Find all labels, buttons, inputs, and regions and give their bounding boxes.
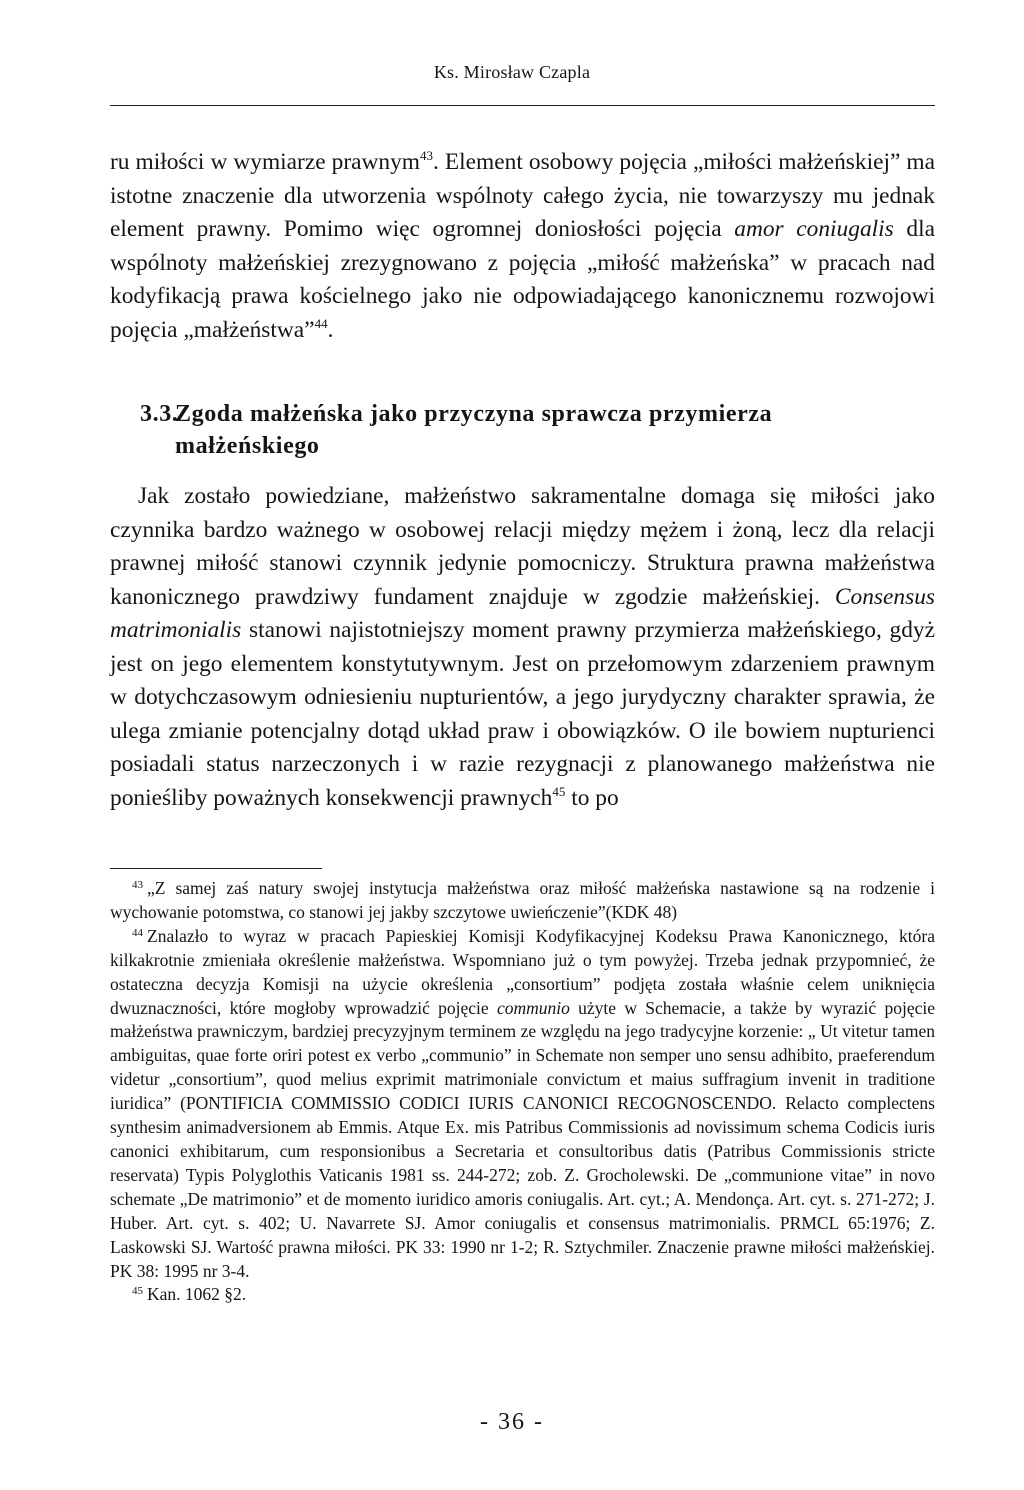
footnote-44-text-a: Znalazło to wyraz w pracach Papieskiej Komisji Kodyfikacyjnej Kodeksu Prawa Kanonicznego, która kilkakrotnie zmieniała określenie małżeństwa. Wspomniano już o tym powyżej. Trzeba jednak przypomnieć, że ostateczna decyzja Komisji na użycie określenia „consortium” podjęta została właśnie celem uniknięcia dwuznaczności, które mogłoby wprowadzić pojęcie <box>110 925 935 1018</box>
footnote-43-text: „Z samej zaś natury swojej instytucja małżeństwa oraz miłość małżeńska nastawione są na rodzenie i wychowanie potomstwa, co stanowi jej jakby szczytowe uwieńczenie”(KDK 48) <box>110 878 935 922</box>
footnote-ref-44[interactable]: 44 <box>314 315 328 331</box>
section-heading <box>140 398 895 462</box>
footnote-45-text: Kan. 1062 §2. <box>147 1284 247 1305</box>
paragraph-1-text-b: . Element osobowy pojęcia „miłości małżeńskiej” ma istotne znaczenie dla utworzenia wspólnoty całego życia, nie towarzyszy mu jednak element prawny. Pomimo więc ogromnej doniosłości pojęcia <box>110 149 935 242</box>
paragraph-2 <box>110 480 935 815</box>
footnote-marker-44: 44 <box>132 926 143 939</box>
running-head: Ks. Mirosław Czapla <box>433 62 591 82</box>
footnote-44 <box>110 925 935 1284</box>
section-title: Zgoda małżeńska jako przyczyna sprawcza przymierza małżeńskiego <box>175 401 773 459</box>
footnote-marker-45: 45 <box>132 1285 143 1298</box>
paragraph-1-text-a: ru miłości w wymiarze prawnym <box>110 149 420 175</box>
paragraph-2-text-c: to po <box>565 784 619 811</box>
paragraph-1 <box>110 146 935 347</box>
term-consensus-matrimonialis: Consensus matrimonialis <box>110 583 935 643</box>
term-communio: communio <box>496 997 570 1018</box>
paragraph-1-text-d: . <box>327 316 334 343</box>
footnote-ref-45[interactable]: 45 <box>552 783 566 799</box>
section-number: 3.3. <box>140 401 179 427</box>
term-amor-coniugalis: amor coniugalis <box>734 216 894 242</box>
footnote-44-text-b: użyte w Schemacie, a także by wyrazić pojęcie małżeństwa prawniczym, bardziej precyzyjnym terminem ze względu na jego tradycyjne korzenie: „ Ut vitetur tamen ambiguitas, quae forte oriri potest ex verbo „communio” in Schemate non semper uno sensu adhibito, praeferendum videtur „consortium”, quod melius exprimit matrimoniale convictum et maius suffragium invenit in traditione iuridica” (PONTIFICIA COMMISSIO CODICI IURIS CANONICI RECOGNOSCENDO. Relacto complectens synthesim animadversionem ab Emmis. Atque Ex. mis Patribus Commissionis ad novissimum schema Codicis iuris canonici exhibitarum, cum responsionibus a Secretaria et consultoribus datis (Patribus Commissionis stricte reservata) Typis Polyglothis Vaticanis 1981 ss. 244-272; zob. Z. Grocholewski. De „communione vitae” in novo schemate „De matrimonio” et de momento iuridico amoris coniugalis. Art. cyt.; A. Mendonça. Art. cyt. s. 271-272; J. Huber. Art. cyt. s. 402; U. Navarrete SJ. Amor coniugalis et consensus matrimonialis. PRMCL 65:1976; Z. Laskowski SJ. Wartość prawna miłości. PK 33: 1990 nr 1-2; R. Sztychmiler. Znaczenie prawne miłości małżeńskiej. PK 38: 1995 nr 3-4. <box>110 997 936 1281</box>
footnote-43 <box>110 877 935 925</box>
paragraph-2-text-b: stanowi najistotniejszy moment prawny przymierza małżeńskiego, gdyż jest on jego elementem konstytutywnym. Jest on przełomowym zdarzeniem prawnym w dotychczasowym odniesieniu nupturientów, a jego jurydyczny charakter sprawia, że ulega zmianie potencjalny dotąd układ praw i obowiązków. O ile bowiem nupturienci posiadali status narzeczonych i w razie rezygnacji z planowanego małżeństwa nie ponieśliby poważnych konsekwencji prawnych <box>110 617 935 811</box>
footnote-marker-43: 43 <box>132 879 143 891</box>
footnote-rule <box>110 868 322 869</box>
footnotes <box>110 877 935 1307</box>
footnote-ref-43[interactable]: 43 <box>420 148 433 163</box>
header-rule <box>110 105 935 106</box>
page-number: - 36 - <box>480 1409 544 1435</box>
footnote-45 <box>110 1283 935 1307</box>
paragraph-1-text-c: dla wspólnoty małżeńskiej zrezygnowano z pojęcia „miłość małżeńska” w pracach nad kodyfikacją prawa kościelnego jako nie odpowiadającego kanonicznemu rozwojowi pojęcia „małżeństwa” <box>110 216 935 343</box>
paragraph-2-text-a: Jak zostało powiedziane, małżeństwo sakramentalne domaga się miłości jako czynnika bardzo ważnego w osobowej relacji między mężem i żoną, lecz dla relacji prawnej miłość stanowi czynnik jedynie pomocniczy. Struktura prawna małżeństwa kanonicznego prawdziwy fundament znajduje w zgodzie małżeńskiej. <box>110 483 935 610</box>
